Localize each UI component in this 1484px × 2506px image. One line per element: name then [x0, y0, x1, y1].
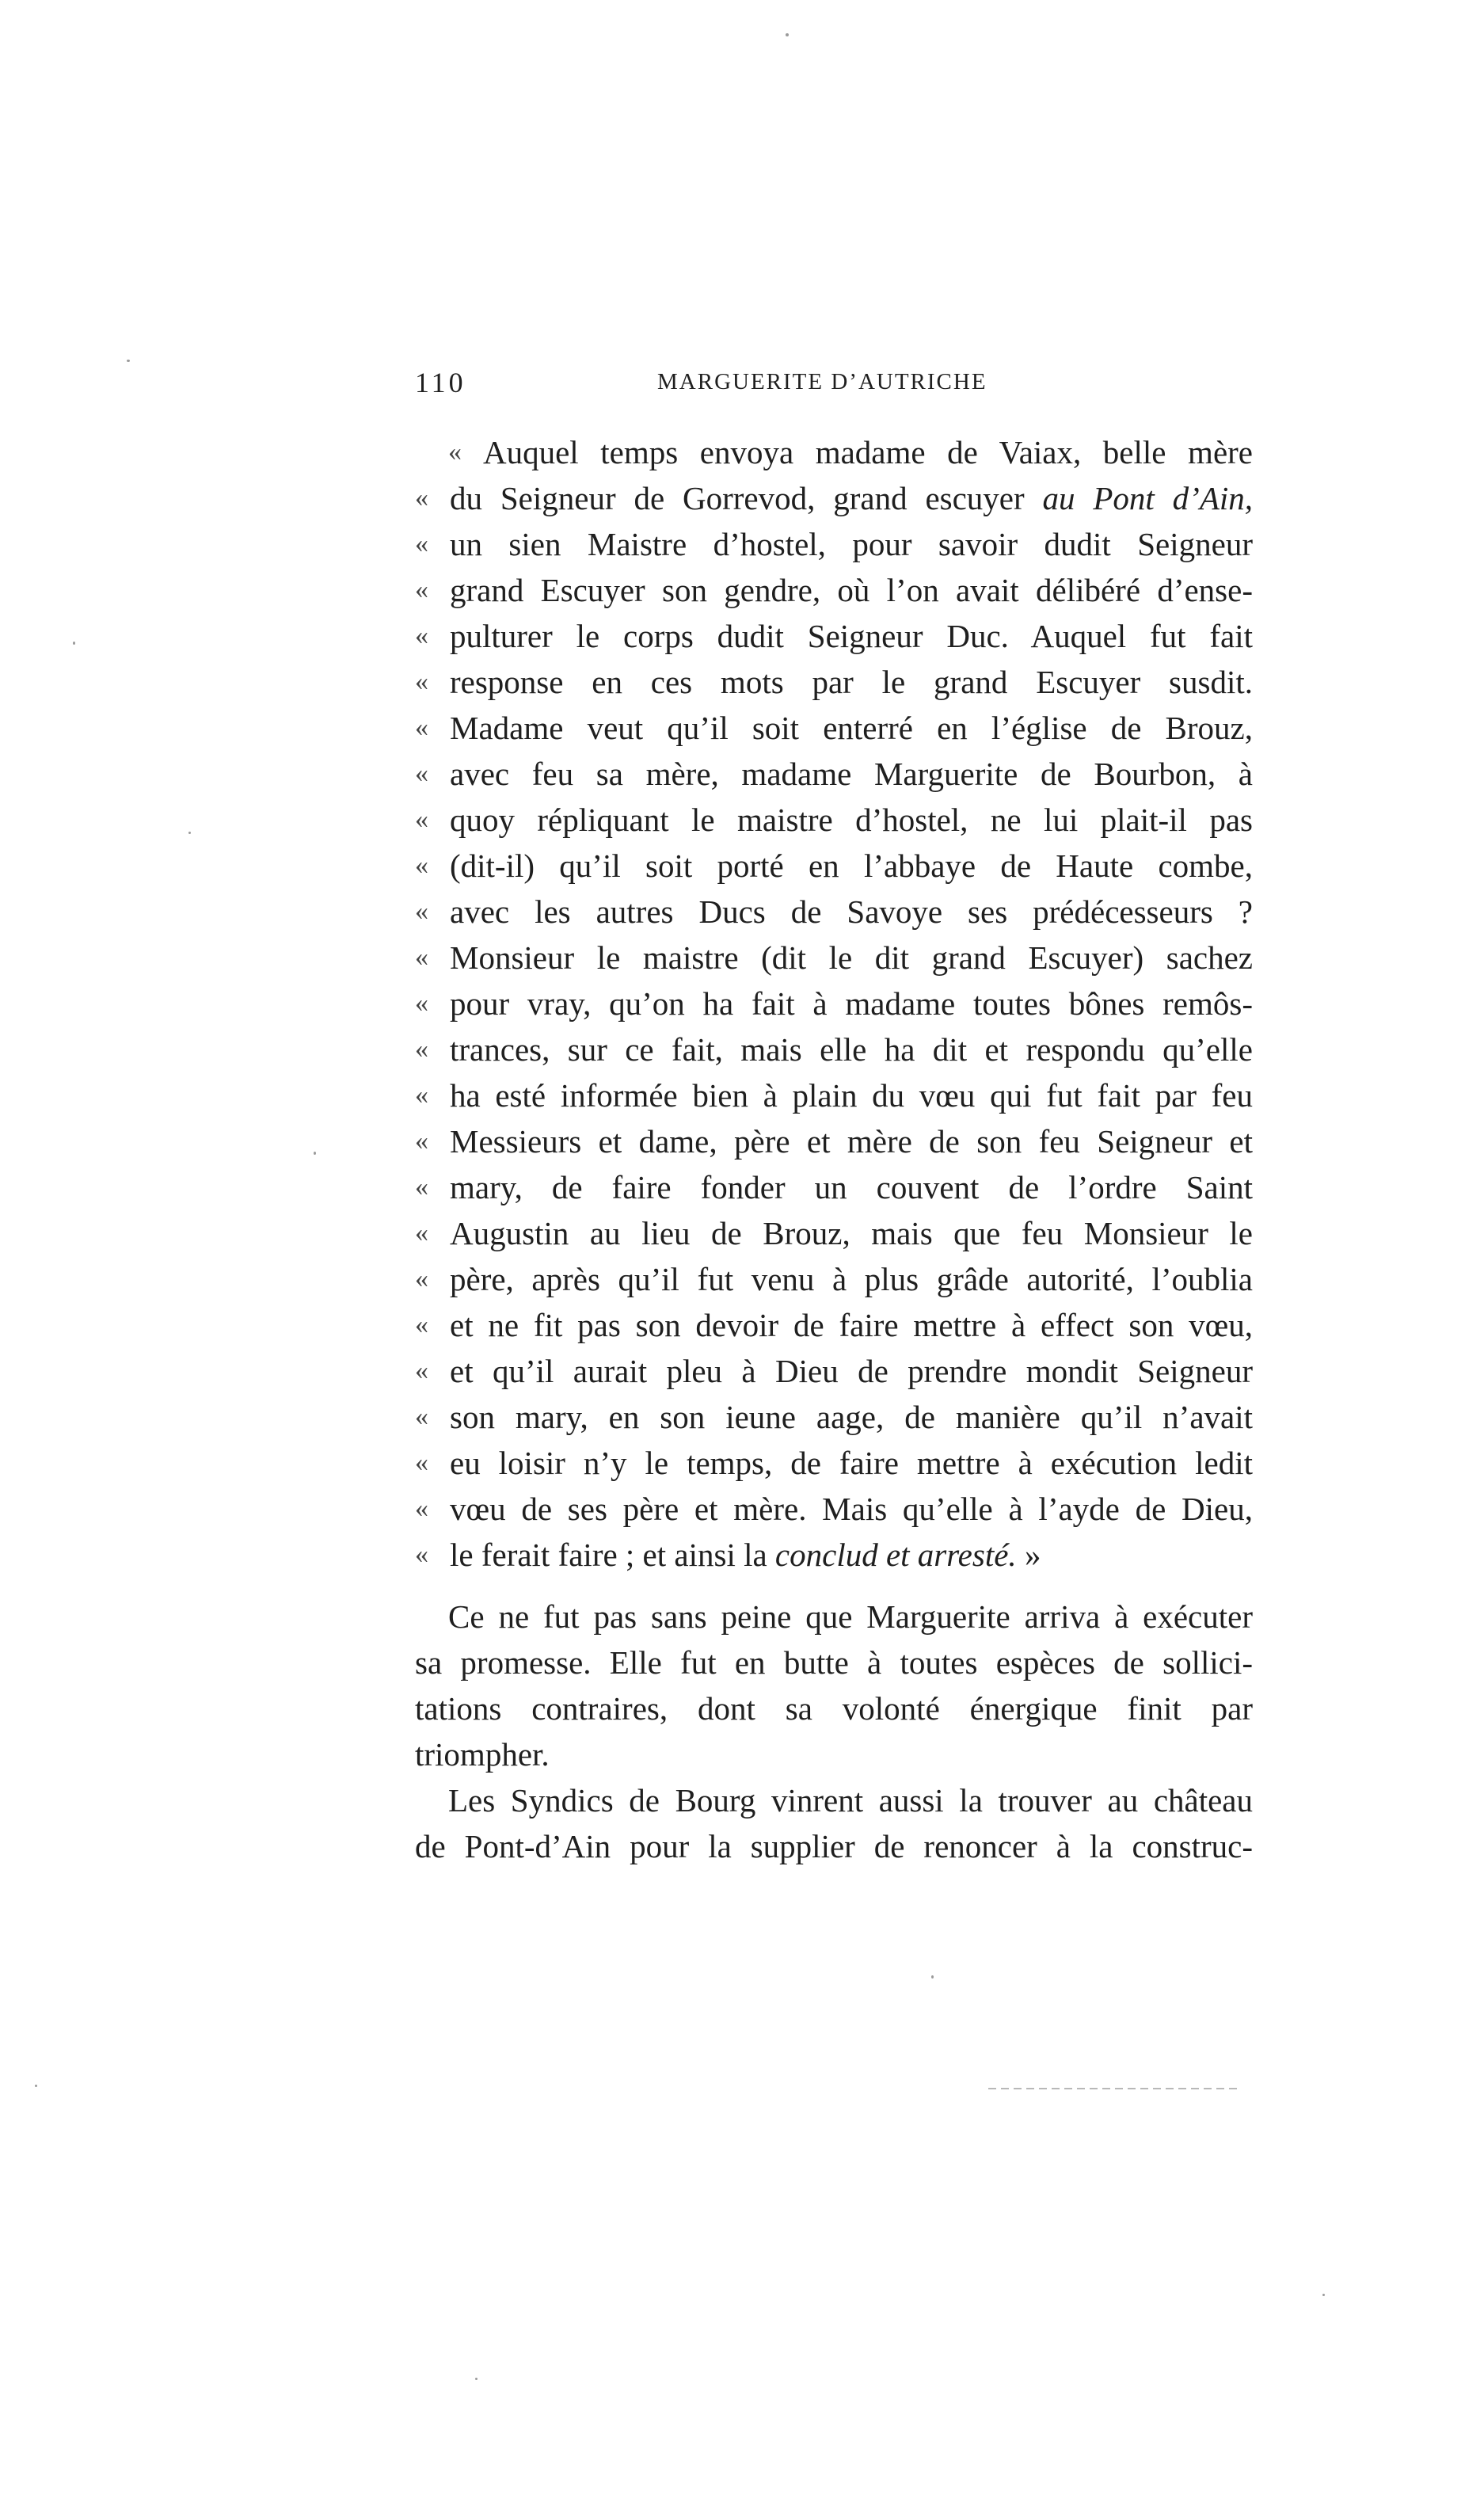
closing-quote: »: [1016, 1537, 1041, 1573]
guillemet-mark: «: [415, 1448, 428, 1477]
quote-line: [415, 843, 1253, 889]
guillemet-mark: «: [415, 1402, 428, 1431]
quote-line-text: [450, 1256, 1253, 1302]
quote-text: avec les autres Ducs de Savoye ses prédécesseurs ?: [450, 893, 1253, 930]
quote-line: [415, 889, 1253, 935]
quote-line-text: [450, 1164, 1253, 1210]
quote-text: trances, sur ce fait, mais elle ha dit et respondu qu’elle: [450, 1031, 1253, 1068]
quote-line: [415, 751, 1253, 797]
quote-italic-text: au Pont d’Ain,: [1042, 480, 1253, 516]
quote-line: [415, 1532, 1253, 1578]
running-title: MARGUERITE D’AUTRICHE: [657, 369, 987, 394]
guillemet-mark: «: [415, 575, 428, 604]
guillemet-mark: «: [415, 667, 428, 696]
quote-line: [415, 1348, 1253, 1394]
quote-text: vœu de ses père et mère. Mais qu’elle à l’ayde de Dieu,: [450, 1491, 1253, 1527]
quoted-passage: [415, 429, 1253, 1578]
quote-line: [415, 1164, 1253, 1210]
quote-text: Monsieur le maistre (dit le dit grand Escuyer) sachez: [450, 939, 1253, 976]
running-head: [415, 366, 1254, 406]
quote-line-text: [450, 1394, 1253, 1440]
quote-text: son mary, en son ieune aage, de manière qu’il n’avait: [450, 1399, 1253, 1435]
quote-line: [415, 613, 1253, 659]
quote-line: [415, 1394, 1253, 1440]
quote-line: [415, 521, 1253, 567]
quote-line-text: [450, 613, 1253, 659]
quote-line-text: [450, 567, 1253, 613]
quote-line: [415, 981, 1253, 1026]
quote-text: grand Escuyer son gendre, où l’on avait délibéré d’ense-: [450, 572, 1253, 608]
quote-text: Augustin au lieu de Brouz, mais que feu Monsieur le: [450, 1215, 1253, 1251]
paragraph-line: triompher.: [415, 1736, 550, 1773]
guillemet-mark: «: [415, 1218, 428, 1247]
page-number: 110: [415, 367, 466, 398]
quote-line-text: [450, 475, 1253, 521]
quote-line: [415, 1302, 1253, 1348]
quote-text: et qu’il aurait pleu à Dieu de prendre mondit Seigneur: [450, 1353, 1253, 1389]
quote-line: [415, 567, 1253, 613]
scan-speck: [127, 360, 130, 362]
quote-line: [415, 1256, 1253, 1302]
guillemet-mark: «: [415, 1310, 428, 1339]
quote-text: père, après qu’il fut venu à plus grâde autorité, l’oublia: [450, 1261, 1253, 1297]
guillemet-mark: «: [415, 897, 428, 926]
quote-line: [415, 1072, 1253, 1118]
quote-line-text: [450, 935, 1253, 981]
body-text: [415, 1594, 1253, 1869]
quote-line-text: [450, 981, 1253, 1026]
scan-speck: [1322, 2294, 1325, 2296]
guillemet-mark: «: [415, 713, 428, 742]
paragraph-line: de Pont-d’Ain pour la supplier de renoncer à la construc-: [415, 1828, 1253, 1864]
quote-line-text: [483, 429, 1253, 475]
scan-rule-fragment: [988, 2088, 1239, 2089]
guillemet-mark: «: [415, 1126, 428, 1156]
guillemet-mark: «: [415, 759, 428, 788]
scan-speck: [931, 1975, 934, 1979]
quote-line-text: [450, 889, 1253, 935]
guillemet-mark: «: [415, 1172, 428, 1202]
quote-line: [415, 429, 1253, 475]
guillemet-mark: «: [415, 483, 428, 512]
quote-line: [415, 1210, 1253, 1256]
guillemet-mark: «: [415, 988, 428, 1018]
quote-line-text: [450, 797, 1253, 843]
quote-line-text: [450, 1486, 1253, 1532]
quote-line: [415, 1118, 1253, 1164]
quote-line-text: [450, 521, 1253, 567]
quote-text: quoy répliquant le maistre d’hostel, ne lui plait-il pas: [450, 802, 1253, 838]
quote-line-text: [450, 1440, 1253, 1486]
paragraph-line: tations contraires, dont sa volonté énergique finit par: [415, 1690, 1253, 1727]
quote-line: [415, 797, 1253, 843]
quote-line-text: [450, 1210, 1253, 1256]
quote-text: (dit-il) qu’il soit porté en l’abbaye de Haute combe,: [450, 847, 1253, 884]
quote-text: mary, de faire fonder un couvent de l’ordre Saint: [450, 1169, 1253, 1205]
quote-line-text: [450, 843, 1253, 889]
scan-speck: [188, 832, 191, 834]
quote-line-text: [450, 1532, 1253, 1578]
paragraph-line: Ce ne fut pas sans peine que Marguerite arriva à exécuter: [448, 1598, 1253, 1635]
scan-speck: [475, 2378, 478, 2380]
scan-speck: [786, 33, 789, 36]
guillemet-mark: «: [448, 437, 462, 467]
quote-line: [415, 935, 1253, 981]
paragraph-2: [415, 1777, 1253, 1869]
scan-speck: [314, 1152, 316, 1155]
quote-line-text: [450, 659, 1253, 705]
quote-text: avec feu sa mère, madame Marguerite de Bourbon, à: [450, 756, 1253, 792]
guillemet-mark: «: [415, 1356, 428, 1385]
guillemet-mark: «: [415, 621, 428, 650]
quote-text: Madame veut qu’il soit enterré en l’église de Brouz,: [450, 710, 1253, 746]
guillemet-mark: «: [415, 1264, 428, 1293]
quote-line-text: [450, 705, 1253, 751]
guillemet-mark: «: [415, 943, 428, 972]
quote-line-text: [450, 1072, 1253, 1118]
scan-speck: [73, 642, 75, 645]
quote-line: [415, 1026, 1253, 1072]
guillemet-mark: «: [415, 529, 428, 558]
guillemet-mark: «: [415, 851, 428, 880]
quote-text: Messieurs et dame, père et mère de son feu Seigneur et: [450, 1123, 1253, 1160]
quote-text: et ne fit pas son devoir de faire mettre à effect son vœu,: [450, 1307, 1253, 1343]
quote-line: [415, 475, 1253, 521]
quote-line-text: [450, 1302, 1253, 1348]
paragraph-1: [415, 1594, 1253, 1777]
quote-line-text: [450, 1026, 1253, 1072]
quote-line: [415, 1440, 1253, 1486]
quote-text: le ferait faire ; et ainsi la: [450, 1537, 775, 1573]
quote-text: pulturer le corps dudit Seigneur Duc. Auquel fut fait: [450, 618, 1253, 654]
quote-text: un sien Maistre d’hostel, pour savoir dudit Seigneur: [450, 526, 1253, 562]
guillemet-mark: «: [415, 1080, 428, 1110]
guillemet-mark: «: [415, 805, 428, 834]
paragraph-line: sa promesse. Elle fut en butte à toutes espèces de sollici-: [415, 1644, 1253, 1681]
scan-speck: [35, 2085, 37, 2087]
quote-line-text: [450, 1118, 1253, 1164]
quote-text: pour vray, qu’on ha fait à madame toutes bônes remôs-: [450, 985, 1253, 1022]
quote-line-text: [450, 1348, 1253, 1394]
quote-line: [415, 705, 1253, 751]
guillemet-mark: «: [415, 1540, 428, 1569]
quote-text: eu loisir n’y le temps, de faire mettre à exécution ledit: [450, 1445, 1253, 1481]
quote-text: du Seigneur de Gorrevod, grand escuyer: [450, 480, 1043, 516]
quote-italic-text: conclud et arresté.: [774, 1537, 1017, 1573]
guillemet-mark: «: [415, 1034, 428, 1064]
quote-text: response en ces mots par le grand Escuyer susdit.: [450, 664, 1253, 700]
quote-line-text: [450, 751, 1253, 797]
paragraph-line: Les Syndics de Bourg vinrent aussi la trouver au château: [448, 1782, 1253, 1819]
quote-line: [415, 659, 1253, 705]
quote-text: ha esté informée bien à plain du vœu qui fut fait par feu: [450, 1077, 1253, 1114]
guillemet-mark: «: [415, 1494, 428, 1523]
quote-text: Auquel temps envoya madame de Vaiax, belle mère: [483, 434, 1253, 470]
quote-line: [415, 1486, 1253, 1532]
